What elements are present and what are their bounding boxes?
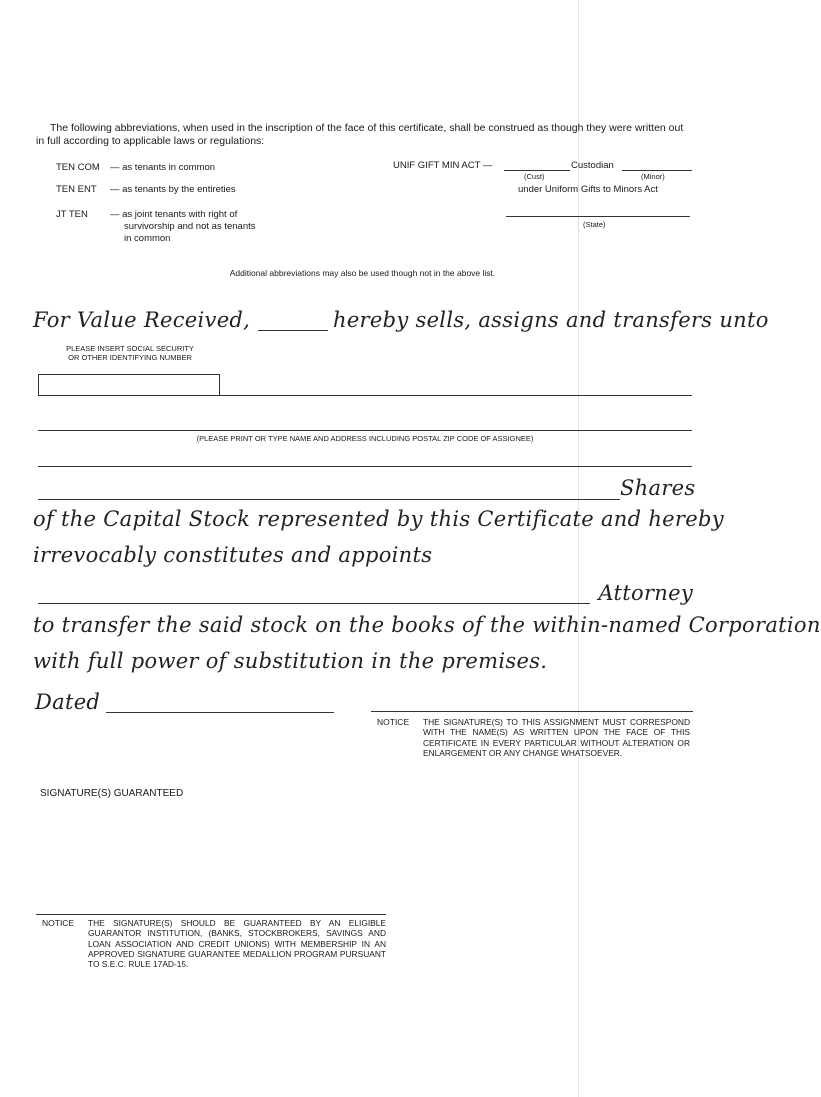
value-received-script: For Value Received,: [33, 308, 251, 332]
assignee-line-1[interactable]: [220, 395, 692, 396]
notice-label-1: NOTICE: [377, 717, 410, 727]
ssn-label: PLEASE INSERT SOCIAL SECURITY OR OTHER IDENTIFYING NUMBER: [66, 344, 194, 362]
full-power-script: with full power of substitution in the premises.: [33, 649, 548, 673]
additional-abbreviations-note: Additional abbreviations may also be used though not in the above list.: [229, 268, 496, 278]
notice-label-2: NOTICE: [42, 918, 75, 928]
attorney-script: Attorney: [598, 581, 693, 605]
irrevocably-script: irrevocably constitutes and appoints: [33, 543, 433, 567]
dated-script: Dated: [35, 690, 101, 714]
attorney-name-line[interactable]: [38, 603, 590, 604]
custodian-label: Custodian: [571, 160, 614, 171]
guarantee-notice-text: THE SIGNATURE(S) SHOULD BE GUARANTEED BY AN ELIGIBLE GUARANTOR INSTITUTION, (BANKS, STOCKBROKERS, SAVINGS AND LOAN ASSOCIATION AND CREDIT UNIONS) WITH MEMBERSHIP IN AN APPROVED SIGNATURE GUARANTEE MEDALLION PROGRAM PURSUANT TO S.E.C. RULE 17AD-15.: [88, 918, 386, 970]
abbreviations-intro: The following abbreviations, when used in the inscription of the face of this certificate, shall be construed as though they were written out in full according to applicable laws or regulations:: [36, 122, 684, 147]
sells-assigns-script: hereby sells, assigns and transfers unto: [333, 308, 769, 332]
cust-blank-line[interactable]: [504, 170, 570, 171]
abbr-code-ten-ent: TEN ENT: [56, 184, 97, 195]
cust-caption: (Cust): [524, 172, 545, 181]
abbr-meaning-ten-ent: — as tenants by the entireties: [110, 184, 236, 195]
abbr-code-ten-com: TEN COM: [56, 162, 100, 173]
seller-name-line[interactable]: [258, 330, 328, 331]
transfer-script: to transfer the said stock on the books of the within-named Corporation: [33, 613, 821, 637]
signature-guaranteed-label: SIGNATURE(S) GUARANTEED: [40, 788, 184, 799]
assignee-line-3[interactable]: [38, 466, 692, 467]
shares-count-line[interactable]: [38, 499, 620, 500]
abbr-meaning-ten-com: — as tenants in common: [110, 162, 216, 173]
assignment-notice-text: THE SIGNATURE(S) TO THIS ASSIGNMENT MUST CORRESPOND WITH THE NAME(S) AS WRITTEN UPON THE FACE OF THIS CERTIFICATE IN EVERY PARTICULAR WITHOUT ALTERATION OR ENLARGEMENT OR ANY CHANGE WHATSOEVER.: [423, 717, 690, 758]
minor-blank-line[interactable]: [622, 170, 692, 171]
state-caption: (State): [583, 220, 606, 229]
ssn-input-box[interactable]: [38, 374, 220, 396]
uniform-gifts-act-text: under Uniform Gifts to Minors Act: [518, 184, 658, 195]
guarantor-signature-line[interactable]: [36, 914, 386, 915]
abbr-meaning-jt-ten: — as joint tenants with right of survivorship and not as tenants in common: [110, 209, 256, 244]
date-line[interactable]: [106, 712, 334, 713]
assignee-line-2[interactable]: [38, 430, 692, 431]
minor-caption: (Minor): [641, 172, 665, 181]
abbr-code-jt-ten: JT TEN: [56, 209, 88, 220]
state-blank-line[interactable]: [506, 216, 690, 217]
unif-gift-label: UNIF GIFT MIN ACT —: [393, 160, 493, 171]
print-name-caption: (PLEASE PRINT OR TYPE NAME AND ADDRESS INCLUDING POSTAL ZIP CODE OF ASSIGNEE): [196, 434, 534, 443]
shares-script: Shares: [620, 476, 696, 500]
owner-signature-line[interactable]: [371, 711, 693, 712]
capital-stock-script: of the Capital Stock represented by this Certificate and hereby: [33, 507, 724, 531]
